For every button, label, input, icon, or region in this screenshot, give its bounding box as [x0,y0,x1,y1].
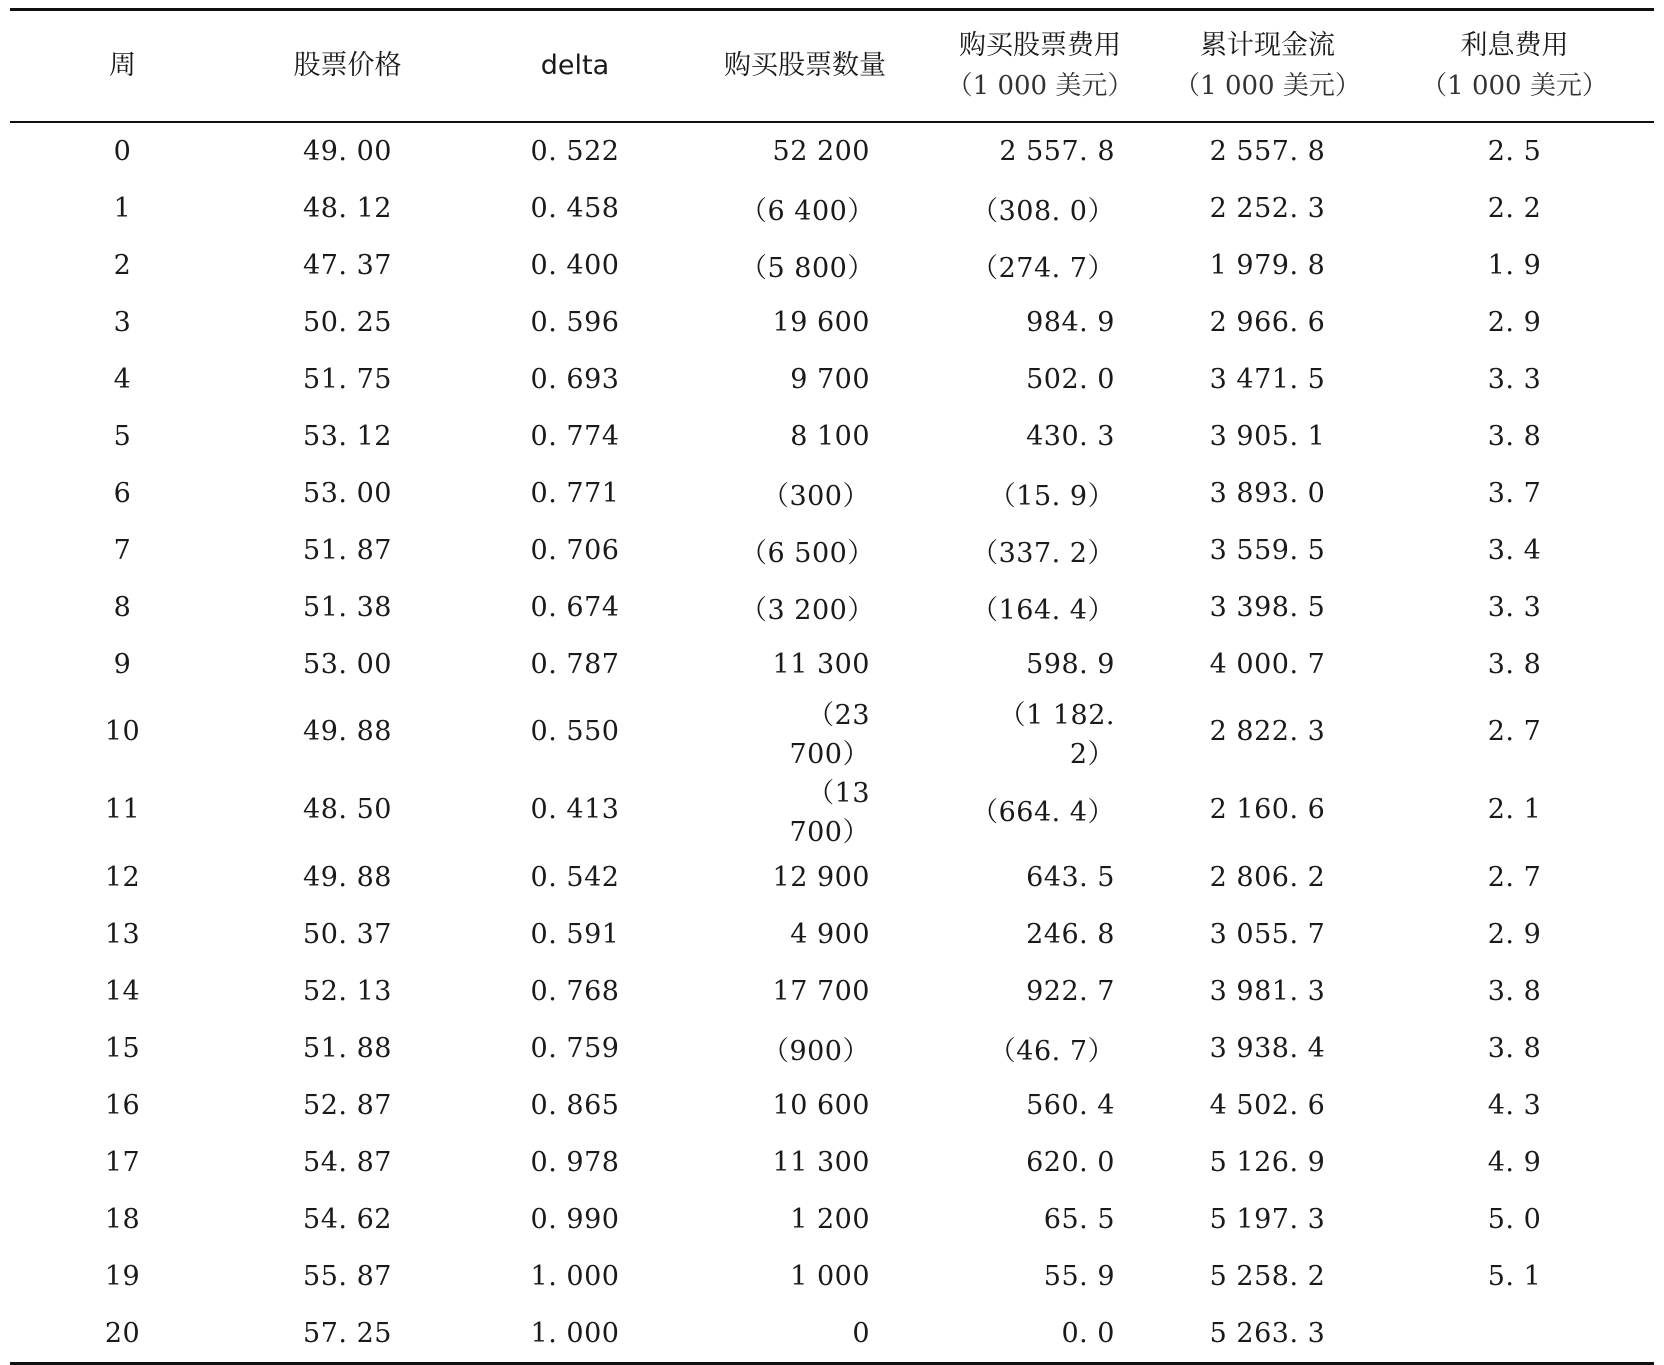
cell-delta: 1. 000 [530,1260,620,1292]
cell-shares-purchased: 10 600 [772,1089,870,1121]
cell-cumulative-cash: 3 559. 5 [1209,534,1326,566]
cell-stock-price: 49. 88 [303,861,392,893]
cell-cost-of-shares: 560. 4 [1026,1089,1115,1121]
header-interest-cost: 利息费用 （1 000 美元） [1375,11,1654,121]
cell-cumulative-cash: 5 126. 9 [1209,1146,1326,1178]
header-shares-purchased: 购买股票数量 [724,50,886,81]
cell-shares-purchased: 11 300 [772,1146,870,1178]
cell-cumulative-cash: 3 905. 1 [1209,420,1326,452]
cell-stock-price: 52. 87 [303,1089,392,1121]
cell-week: 11 [104,794,141,825]
cell-interest-cost [1375,1305,1654,1362]
cell-stock-price: 47. 37 [303,249,392,281]
cell-delta: 0. 542 [530,861,620,893]
cell-week: 15 [104,1032,141,1064]
cell-week: 14 [104,975,141,1007]
cell-interest-cost: 3. 8 [1487,1032,1542,1064]
cell-stock-price: 53. 12 [303,420,392,452]
cell-shares-purchased: 52 200 [772,135,870,167]
cell-cost-of-shares: （308. 0） [971,195,1115,227]
cell-cost-of-shares: 0. 0 [1061,1317,1115,1349]
cell-interest-cost: 2. 9 [1487,306,1542,338]
cell-cost-of-shares: 2 557. 8 [999,135,1115,167]
table-row [10,579,1654,636]
cell-cost-of-shares: 246. 8 [1026,918,1115,950]
table-row [10,1020,1654,1077]
cell-delta: 0. 550 [530,716,620,747]
cell-week: 12 [104,861,141,893]
header-delta: delta [540,50,610,81]
header-unit: （1 000 美元） [1421,71,1608,101]
cell-delta: 0. 787 [530,648,620,680]
cell-cumulative-cash: 5 197. 3 [1209,1203,1326,1235]
hedging-table-container [10,8,1654,1365]
cell-delta: 1. 000 [530,1317,620,1349]
cell-stock-price: 49. 00 [303,135,392,167]
header-cost-of-shares: 购买股票费用 （1 000 美元） [920,11,1160,121]
cell-cost-of-shares: 598. 9 [1026,648,1115,680]
cell-stock-price: 54. 62 [303,1203,392,1235]
cell-delta: 0. 413 [530,794,620,825]
cell-cost-of-shares: 620. 0 [1026,1146,1115,1178]
cell-interest-cost: 3. 4 [1487,534,1542,566]
cell-shares-purchased: （6 400） [740,195,875,227]
cell-cost-of-shares: （164. 4） [971,594,1115,626]
cell-week: 1 [113,192,132,224]
cell-cost-of-shares: （664. 4） [971,797,1115,828]
cell-shares-purchased: 8 100 [790,420,870,452]
cell-cumulative-cash: 5 258. 2 [1209,1260,1326,1292]
cell-cost-of-shares: （1 182. 2） [998,699,1115,770]
cell-week: 5 [113,420,132,452]
cell-shares-purchased: 17 700 [772,975,870,1007]
cell-stock-price: 51. 75 [303,363,392,395]
cell-shares-purchased: （13 700） [789,777,870,848]
cell-shares-purchased: （6 500） [740,537,875,569]
cell-shares-purchased: （300） [761,480,870,512]
cell-week: 2 [113,249,132,281]
cell-week: 13 [104,918,141,950]
cell-interest-cost: 3. 8 [1487,648,1542,680]
cell-cumulative-cash: 3 471. 5 [1209,363,1326,395]
cell-cumulative-cash: 2 966. 6 [1209,306,1326,338]
cell-shares-purchased: （900） [761,1035,870,1067]
cell-stock-price: 48. 12 [303,192,392,224]
header-row [10,11,1654,121]
cell-interest-cost: 2. 2 [1487,192,1542,224]
cell-stock-price: 54. 87 [303,1146,392,1178]
cell-shares-purchased: 9 700 [790,363,870,395]
cell-delta: 0. 591 [530,918,620,950]
cell-cumulative-cash: 2 806. 2 [1209,861,1326,893]
cell-cumulative-cash: 2 160. 6 [1209,794,1326,825]
header-stock-price: 股票价格 [293,50,402,81]
cell-delta: 0. 706 [530,534,620,566]
table-row [10,408,1654,465]
cell-shares-purchased: 12 900 [772,861,870,893]
cell-stock-price: 51. 38 [303,591,392,623]
cell-stock-price: 48. 50 [303,794,392,825]
cell-stock-price: 51. 87 [303,534,392,566]
cell-week: 6 [113,477,132,509]
cell-interest-cost: 3. 3 [1487,591,1542,623]
cell-delta: 0. 978 [530,1146,620,1178]
cell-delta: 0. 774 [530,420,620,452]
cell-cumulative-cash: 3 938. 4 [1209,1032,1326,1064]
cell-interest-cost: 2. 7 [1487,716,1542,747]
cell-interest-cost: 4. 3 [1487,1089,1542,1121]
cell-cumulative-cash: 3 398. 5 [1209,591,1326,623]
table-row [10,522,1654,579]
cell-delta: 0. 693 [530,363,620,395]
cell-week: 16 [104,1089,141,1121]
cell-delta: 0. 771 [530,477,620,509]
cell-cumulative-cash: 2 557. 8 [1209,135,1326,167]
cell-week: 10 [104,716,141,747]
table-row [10,849,1654,906]
cell-shares-purchased: 11 300 [772,648,870,680]
cell-cost-of-shares: 502. 0 [1026,363,1115,395]
table-row [10,963,1654,1020]
cell-interest-cost: 3. 8 [1487,975,1542,1007]
cell-cost-of-shares: （337. 2） [971,537,1115,569]
cell-delta: 0. 759 [530,1032,620,1064]
cell-stock-price: 50. 25 [303,306,392,338]
table-row [10,1191,1654,1248]
header-week: 周 [109,50,136,81]
cell-week: 9 [113,648,132,680]
cell-week: 7 [113,534,132,566]
bottom-rule [10,1362,1654,1365]
cell-cumulative-cash: 2 822. 3 [1209,716,1326,747]
cell-cumulative-cash: 3 055. 7 [1209,918,1326,950]
cell-interest-cost: 5. 0 [1487,1203,1542,1235]
cell-week: 19 [104,1260,141,1292]
cell-week: 20 [104,1317,141,1349]
cell-cumulative-cash: 3 893. 0 [1209,477,1326,509]
cell-week: 4 [113,363,132,395]
table-row [10,1077,1654,1134]
table-row [10,180,1654,237]
table-row [10,636,1654,693]
cell-cumulative-cash: 5 263. 3 [1209,1317,1326,1349]
cell-cumulative-cash: 1 979. 8 [1209,249,1326,281]
cell-interest-cost: 1. 9 [1487,249,1542,281]
cell-cost-of-shares: （274. 7） [971,252,1115,284]
cell-cost-of-shares: 55. 9 [1043,1260,1115,1292]
cell-week: 18 [104,1203,141,1235]
cell-cost-of-shares: 922. 7 [1026,975,1115,1007]
cell-interest-cost: 2. 1 [1487,794,1542,825]
cell-cost-of-shares: 430. 3 [1026,420,1115,452]
cell-cumulative-cash: 4 000. 7 [1209,648,1326,680]
cell-week: 17 [104,1146,141,1178]
table-header [10,11,1654,121]
table-body [10,123,1654,1362]
cell-delta: 0. 400 [530,249,620,281]
cell-cost-of-shares: 65. 5 [1043,1203,1115,1235]
cell-interest-cost: 2. 5 [1487,135,1542,167]
cell-cost-of-shares: 984. 9 [1026,306,1115,338]
table-row [10,123,1654,180]
table-row [10,693,1654,771]
cell-interest-cost: 5. 1 [1487,1260,1542,1292]
cell-stock-price: 57. 25 [303,1317,392,1349]
table-row [10,1248,1654,1305]
delta-hedging-table-body [10,123,1654,1362]
cell-stock-price: 49. 88 [303,716,392,747]
cell-shares-purchased: 1 000 [790,1260,870,1292]
cell-stock-price: 50. 37 [303,918,392,950]
cell-stock-price: 53. 00 [303,477,392,509]
cell-shares-purchased: （3 200） [740,594,875,626]
cell-cumulative-cash: 3 981. 3 [1209,975,1326,1007]
cell-shares-purchased: 4 900 [790,918,870,950]
cell-delta: 0. 865 [530,1089,620,1121]
cell-interest-cost: 2. 9 [1487,918,1542,950]
cell-stock-price: 51. 88 [303,1032,392,1064]
cell-interest-cost: 4. 9 [1487,1146,1542,1178]
cell-delta: 0. 596 [530,306,620,338]
cell-interest-cost: 2. 7 [1487,861,1542,893]
cell-interest-cost: 3. 7 [1487,477,1542,509]
cell-interest-cost: 3. 8 [1487,420,1542,452]
cell-shares-purchased: 0 [852,1317,870,1349]
cell-week: 0 [113,135,132,167]
table-row [10,1305,1654,1362]
header-cumulative-cash: 累计现金流 （1 000 美元） [1160,11,1375,121]
cell-cost-of-shares: 643. 5 [1026,861,1115,893]
header-unit: （1 000 美元） [946,71,1134,101]
cell-delta: 0. 674 [530,591,620,623]
table-row [10,351,1654,408]
cell-delta: 0. 768 [530,975,620,1007]
cell-interest-cost: 3. 3 [1487,363,1542,395]
cell-cumulative-cash: 4 502. 6 [1209,1089,1326,1121]
cell-delta: 0. 990 [530,1203,620,1235]
cell-cost-of-shares: （46. 7） [988,1035,1115,1067]
table-row [10,906,1654,963]
cell-shares-purchased: 19 600 [772,306,870,338]
table-row [10,294,1654,351]
delta-hedging-table [10,11,1654,121]
cell-week: 3 [113,306,132,338]
cell-shares-purchased: （23 700） [789,699,870,770]
cell-delta: 0. 458 [530,192,620,224]
header-unit: （1 000 美元） [1174,71,1361,101]
cell-delta: 0. 522 [530,135,620,167]
cell-stock-price: 53. 00 [303,648,392,680]
cell-stock-price: 55. 87 [303,1260,392,1292]
table-row [10,1134,1654,1191]
cell-stock-price: 52. 13 [303,975,392,1007]
table-row [10,237,1654,294]
cell-shares-purchased: 1 200 [790,1203,870,1235]
cell-cumulative-cash: 2 252. 3 [1209,192,1326,224]
table-row [10,771,1654,849]
table-row [10,465,1654,522]
cell-cost-of-shares: （15. 9） [988,480,1115,512]
cell-shares-purchased: （5 800） [740,252,875,284]
cell-week: 8 [113,591,132,623]
